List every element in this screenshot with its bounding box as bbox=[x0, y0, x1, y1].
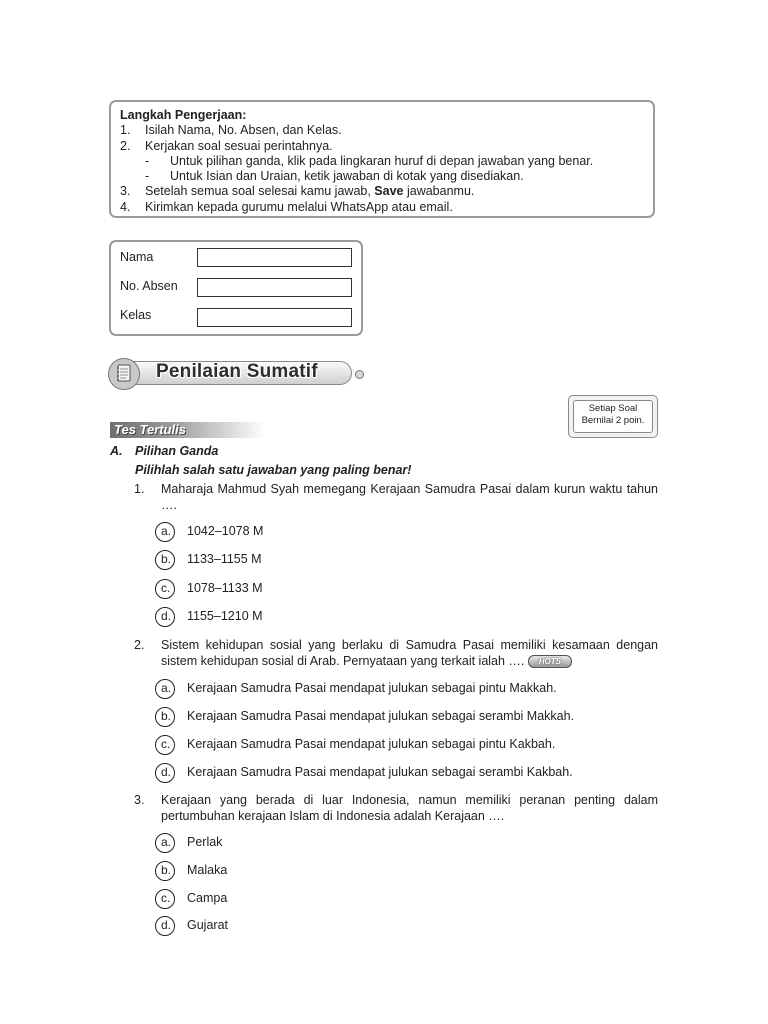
section-banner bbox=[108, 358, 360, 390]
section-tag bbox=[110, 422, 265, 438]
name-input[interactable] bbox=[197, 248, 352, 267]
section-a-heading bbox=[110, 442, 411, 480]
instructions-title: Langkah Pengerjaan: bbox=[120, 108, 247, 122]
instruction-substep bbox=[120, 154, 644, 169]
step-text: Kirimkan kepada gurumu melalui WhatsApp atau email. bbox=[145, 199, 453, 214]
section-instruction: Pilihlah salah satu jawaban yang paling benar! bbox=[135, 463, 412, 477]
question-1 bbox=[134, 482, 658, 513]
dash-bullet: - bbox=[145, 169, 150, 184]
option-circle[interactable] bbox=[155, 579, 175, 599]
kelas-label: Kelas bbox=[120, 308, 152, 322]
option-letter: d. bbox=[161, 609, 172, 623]
option-text: 1155–1210 M bbox=[187, 609, 263, 623]
option-letter: a. bbox=[161, 681, 172, 695]
step-number: 3. bbox=[120, 184, 131, 199]
option-circle[interactable] bbox=[155, 861, 175, 881]
instruction-step bbox=[120, 123, 644, 138]
absen-input[interactable] bbox=[197, 278, 352, 297]
instruction-substep bbox=[120, 169, 644, 184]
step-text-post: jawabanmu. bbox=[403, 184, 475, 199]
question-number: 1. bbox=[134, 482, 145, 496]
option-circle[interactable] bbox=[155, 707, 175, 727]
option-text: Kerajaan Samudra Pasai mendapat julukan sebagai serambi Makkah. bbox=[187, 709, 575, 723]
absen-label: No. Absen bbox=[120, 279, 178, 293]
question-number: 2. bbox=[134, 638, 145, 652]
option-letter: a. bbox=[161, 835, 172, 849]
question-text: Maharaja Mahmud Syah memegang Kerajaan Samudra Pasai dalam kurun waktu tahun …. bbox=[161, 482, 658, 512]
option-letter: b. bbox=[161, 863, 172, 877]
option-circle[interactable] bbox=[155, 833, 175, 853]
name-label: Nama bbox=[120, 250, 154, 264]
option-letter: b. bbox=[161, 552, 172, 566]
question-text-body: Sistem kehidupan sosial yang berlaku di Samudra Pasai memiliki kesamaan dengan sistem kehidupan sosial di Arab. Pernyataan yang terkait ialah …. bbox=[161, 638, 658, 668]
instruction-step bbox=[120, 184, 644, 199]
instruction-step bbox=[120, 139, 644, 154]
section-letter: A. bbox=[110, 444, 123, 458]
question-number: 3. bbox=[134, 793, 145, 807]
step-text: Isilah Nama, No. Absen, dan Kelas. bbox=[145, 123, 342, 138]
hots-badge: HOTS bbox=[528, 655, 572, 668]
option-text: Kerajaan Samudra Pasai mendapat julukan sebagai serambi Kakbah. bbox=[187, 765, 573, 779]
option-text: 1042–1078 M bbox=[187, 524, 264, 538]
notebook-icon bbox=[108, 358, 140, 390]
option-text: 1133–1155 M bbox=[187, 552, 262, 566]
instruction-step bbox=[120, 200, 644, 215]
substep-text: Untuk pilihan ganda, klik pada lingkaran huruf di depan jawaban yang benar. bbox=[170, 153, 594, 168]
option-circle[interactable] bbox=[155, 522, 175, 542]
option-letter: a. bbox=[161, 524, 172, 538]
points-box bbox=[568, 395, 658, 438]
question-text: Kerajaan yang berada di luar Indonesia, namun memiliki peranan penting dalam pertumbuhan kerajaan Islam di Indonesia adalah Kerajaan …. bbox=[161, 793, 658, 823]
step-number: 2. bbox=[120, 138, 131, 153]
question-text bbox=[161, 638, 658, 669]
option-letter: d. bbox=[161, 765, 172, 779]
step-number: 1. bbox=[120, 123, 131, 138]
step-text-pre: Setelah semua soal selesai kamu jawab, bbox=[145, 184, 375, 199]
dash-bullet: - bbox=[145, 153, 150, 168]
substep-text: Untuk Isian dan Uraian, ketik jawaban di kotak yang disediakan. bbox=[170, 169, 524, 184]
option-circle[interactable] bbox=[155, 735, 175, 755]
option-letter: c. bbox=[161, 581, 171, 595]
option-text: 1078–1133 M bbox=[187, 581, 263, 595]
points-inner bbox=[573, 400, 653, 433]
option-circle[interactable] bbox=[155, 763, 175, 783]
step-text-bold: Save bbox=[374, 184, 404, 199]
option-circle[interactable] bbox=[155, 889, 175, 909]
option-text: Kerajaan Samudra Pasai mendapat julukan sebagai pintu Makkah. bbox=[187, 681, 557, 695]
option-text: Campa bbox=[187, 891, 228, 905]
option-circle[interactable] bbox=[155, 679, 175, 699]
kelas-input[interactable] bbox=[197, 308, 352, 327]
option-letter: c. bbox=[161, 737, 171, 751]
question-2 bbox=[134, 638, 658, 669]
section-tag-label: Tes Tertulis bbox=[114, 422, 187, 437]
option-letter: c. bbox=[161, 891, 171, 905]
option-text: Malaka bbox=[187, 863, 228, 877]
option-text: Gujarat bbox=[187, 918, 228, 932]
step-text: Kerjakan soal sesuai perintahnya. bbox=[145, 138, 333, 153]
points-line1: Setiap Soal bbox=[588, 403, 638, 414]
option-circle[interactable] bbox=[155, 916, 175, 936]
option-circle[interactable] bbox=[155, 550, 175, 570]
option-letter: b. bbox=[161, 709, 172, 723]
banner-tip bbox=[355, 370, 364, 379]
step-text bbox=[145, 184, 474, 199]
option-letter: d. bbox=[161, 918, 172, 932]
points-line2: Bernilai 2 poin. bbox=[581, 415, 645, 426]
option-text: Kerajaan Samudra Pasai mendapat julukan sebagai pintu Kakbah. bbox=[187, 737, 556, 751]
question-3 bbox=[134, 793, 658, 824]
option-text: Perlak bbox=[187, 835, 223, 849]
banner-title: Penilaian Sumatif bbox=[156, 361, 318, 382]
section-title: Pilihan Ganda bbox=[135, 444, 219, 458]
option-circle[interactable] bbox=[155, 607, 175, 627]
identity-form bbox=[109, 240, 363, 336]
step-number: 4. bbox=[120, 199, 131, 214]
instructions-box bbox=[109, 100, 655, 218]
